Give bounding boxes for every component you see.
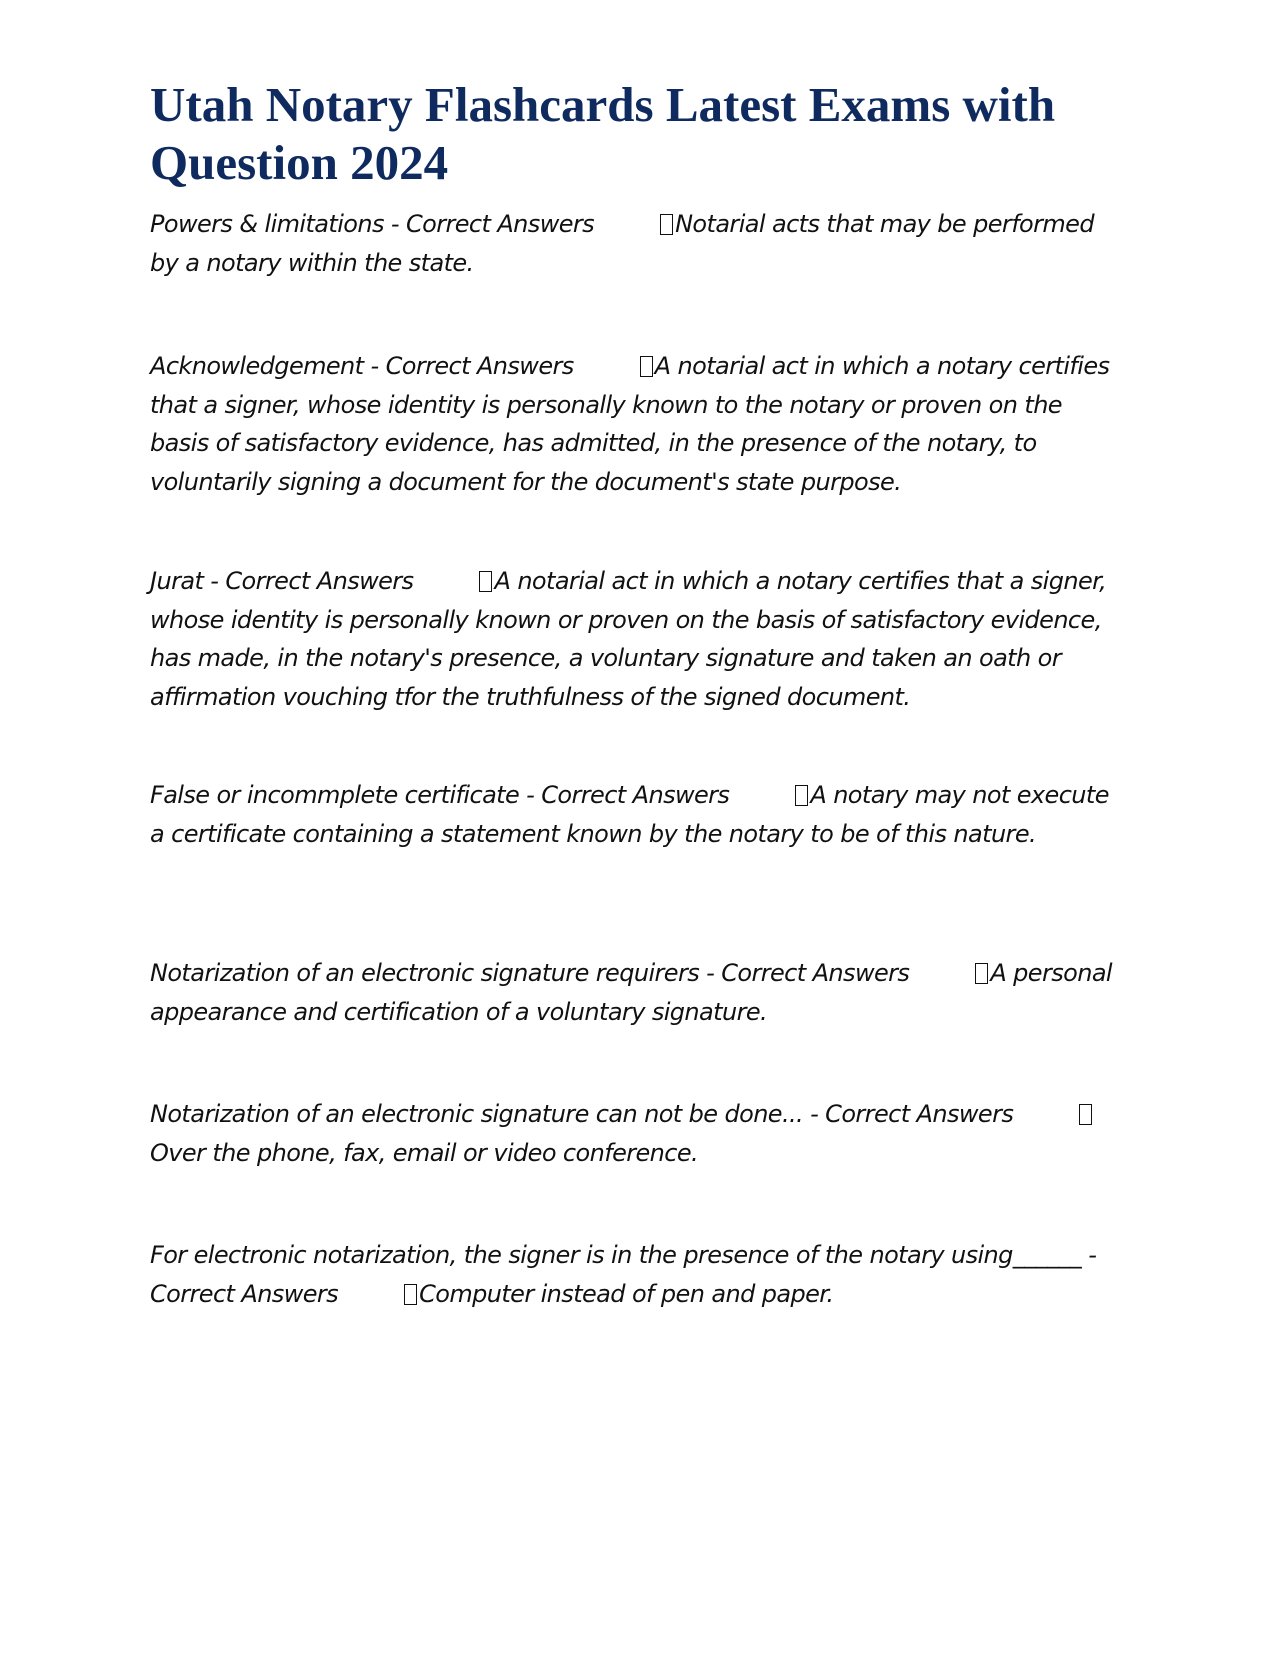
flashcard-term: Acknowledgement - Correct Answers xyxy=(150,352,574,380)
flashcard-electronic-presence xyxy=(150,1236,1125,1313)
missing-glyph-icon xyxy=(1079,1104,1092,1125)
flashcard-electronic-requirements xyxy=(150,954,1125,1031)
flashcard-answer: Notarial acts that may be performed by a notary within the state. xyxy=(150,210,1094,277)
flashcard-powers-limitations xyxy=(150,205,1125,282)
flashcard-false-certificate xyxy=(150,776,1125,853)
flashcard-term: False or incommplete certificate - Correct Answers xyxy=(150,781,730,809)
flashcard-answer: A notarial act in which a notary certifies that a signer, whose identity is personally known or proven on the basis of satisfactory evidence, has made, in the notary's presence, a voluntary signature and taken an oath or affirmation vouching tfor the truthfulness of the signed document. xyxy=(150,567,1107,711)
flashcard-answer: Computer instead of pen and paper. xyxy=(419,1279,834,1308)
missing-glyph-icon xyxy=(479,571,492,592)
flashcard-acknowledgement xyxy=(150,347,1125,501)
missing-glyph-icon xyxy=(404,1284,417,1305)
flashcard-jurat xyxy=(150,562,1125,716)
flashcard-answer: A notarial act in which a notary certifies that a signer, whose identity is personally known to the notary or proven on the basis of satisfactory evidence, has admitted, in the presence of the notary, to voluntarily signing a document for the document's state purpose. xyxy=(150,352,1110,496)
flashcard-answer: A notary may not execute a certificate containing a statement known by the notary to be of this nature. xyxy=(150,781,1109,848)
flashcard-term: For electronic notarization, the signer is in the presence of the notary using______ - Correct Answers xyxy=(150,1241,1097,1308)
flashcard-answer: Over the phone, fax, email or video conference. xyxy=(150,1138,699,1167)
flashcard-answer: A personal appearance and certification of a voluntary signature. xyxy=(150,959,1113,1026)
missing-glyph-icon xyxy=(660,214,673,235)
missing-glyph-icon xyxy=(795,785,808,806)
missing-glyph-icon xyxy=(640,356,653,377)
flashcard-electronic-not-done xyxy=(150,1095,1125,1172)
flashcard-term: Notarization of an electronic signature can not be done... - Correct Answers xyxy=(150,1100,1014,1128)
flashcard-term: Jurat - Correct Answers xyxy=(150,567,414,595)
page-title: Utah Notary Flashcards Latest Exams with Question 2024 xyxy=(150,77,1056,190)
missing-glyph-icon xyxy=(975,963,988,984)
flashcard-term: Notarization of an electronic signature requirers - Correct Answers xyxy=(150,959,910,987)
flashcard-term: Powers & limitations - Correct Answers xyxy=(150,210,595,238)
